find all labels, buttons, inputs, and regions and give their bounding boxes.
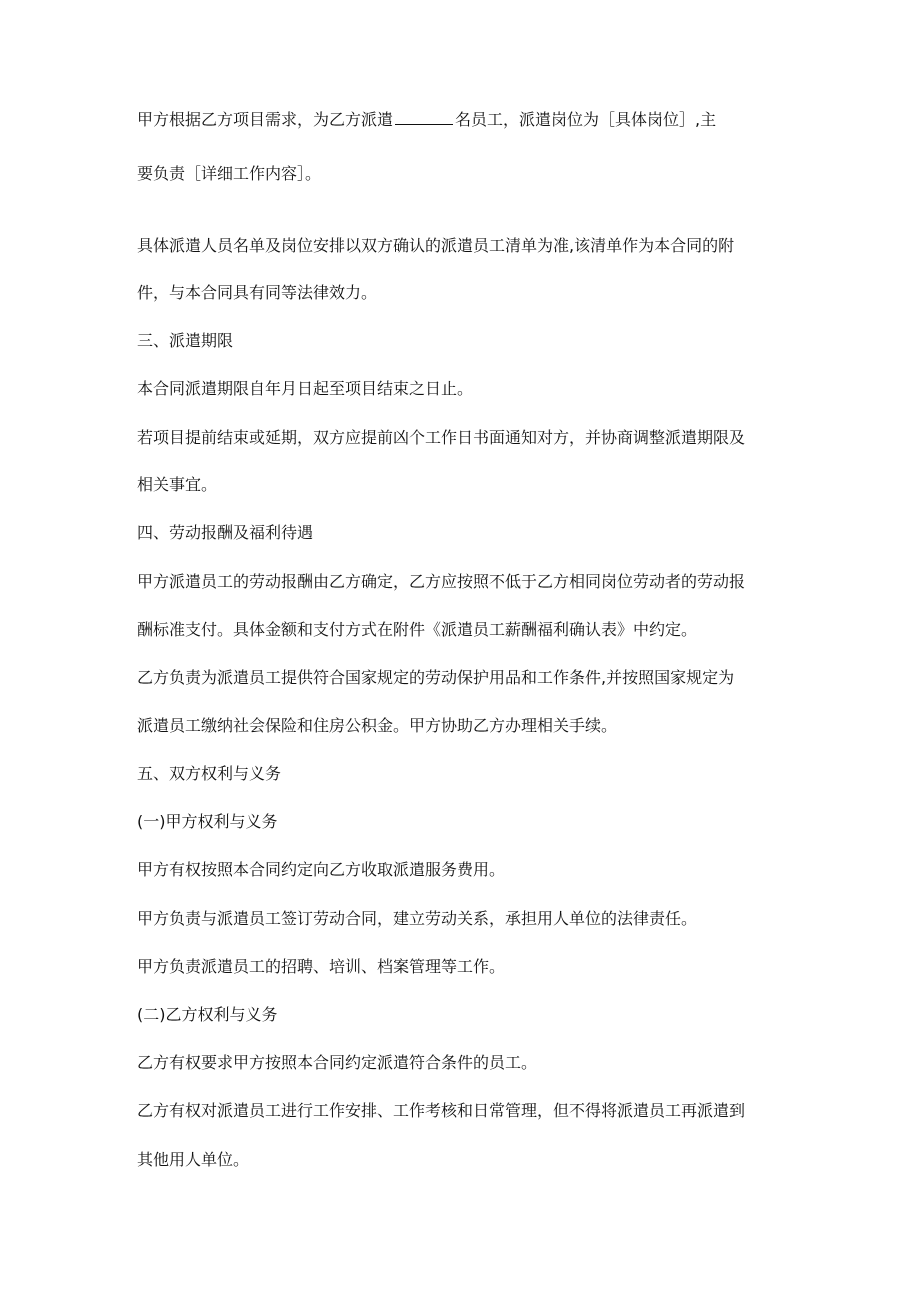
paragraph-line: 乙方负责为派遣员工提供符合国家规定的劳动保护用品和工作条件,并按照国家规定为 <box>137 668 735 687</box>
paragraph-line: 酬标准支付。具体金额和支付方式在附件《派遣员工薪酬福利确认表》中约定。 <box>137 620 698 639</box>
paragraph-line: 甲方有权按照本合同约定向乙方收取派遣服务费用。 <box>137 860 506 879</box>
paragraph-line: 甲方负责派遣员工的招聘、培训、档案管理等工作。 <box>137 957 506 976</box>
paragraph-line: 派遣员工缴纳社会保险和住房公积金。甲方协助乙方办理相关手续。 <box>137 716 618 735</box>
line-text: 甲方根据乙方项目需求，为乙方派遣 <box>137 110 394 129</box>
paragraph-line: 本合同派遣期限自年月日起至项目结束之日止。 <box>137 379 474 398</box>
section-heading: 三、派遣期限 <box>137 331 234 350</box>
paragraph-line: 若项目提前结束或延期，双方应提前凶个工作日书面通知对方，并协商调整派遣期限及 <box>137 428 746 447</box>
section-heading: 四、劳动报酬及福利待遇 <box>137 523 314 542</box>
paragraph-line: 其他用人单位。 <box>137 1150 250 1169</box>
paragraph-line: 甲方派遣员工的劳动报酬由乙方确定，乙方应按照不低于乙方相同岗位劳动者的劳动报 <box>137 572 746 591</box>
section-heading: 五、双方权利与义务 <box>137 764 282 783</box>
paragraph-line: 要负责［详细工作内容］。 <box>137 164 322 183</box>
paragraph-line: 具体派遣人员名单及岗位安排以双方确认的派遣员工清单为准,该清单作为本合同的附 <box>137 236 735 255</box>
paragraph-line: 乙方有权要求甲方按照本合同约定派遣符合条件的员工。 <box>137 1053 538 1072</box>
line-text: 名员工，派遣岗位为［具体岗位］,主 <box>455 110 717 129</box>
paragraph-line <box>137 110 716 130</box>
paragraph-line: 件，与本合同具有同等法律效力。 <box>137 283 378 302</box>
subsection-heading: (二)乙方权利与义务 <box>137 1005 278 1024</box>
fill-in-blank <box>395 110 453 125</box>
paragraph-line: 乙方有权对派遣员工进行工作安排、工作考核和日常管理，但不得将派遣员工再派遣到 <box>137 1101 746 1120</box>
subsection-heading: (一)甲方权利与义务 <box>137 812 278 831</box>
paragraph-line: 甲方负责与派遣员工签订劳动合同，建立劳动关系，承担用人单位的法律责任。 <box>137 909 698 928</box>
paragraph-line: 相关事宜。 <box>137 475 218 494</box>
